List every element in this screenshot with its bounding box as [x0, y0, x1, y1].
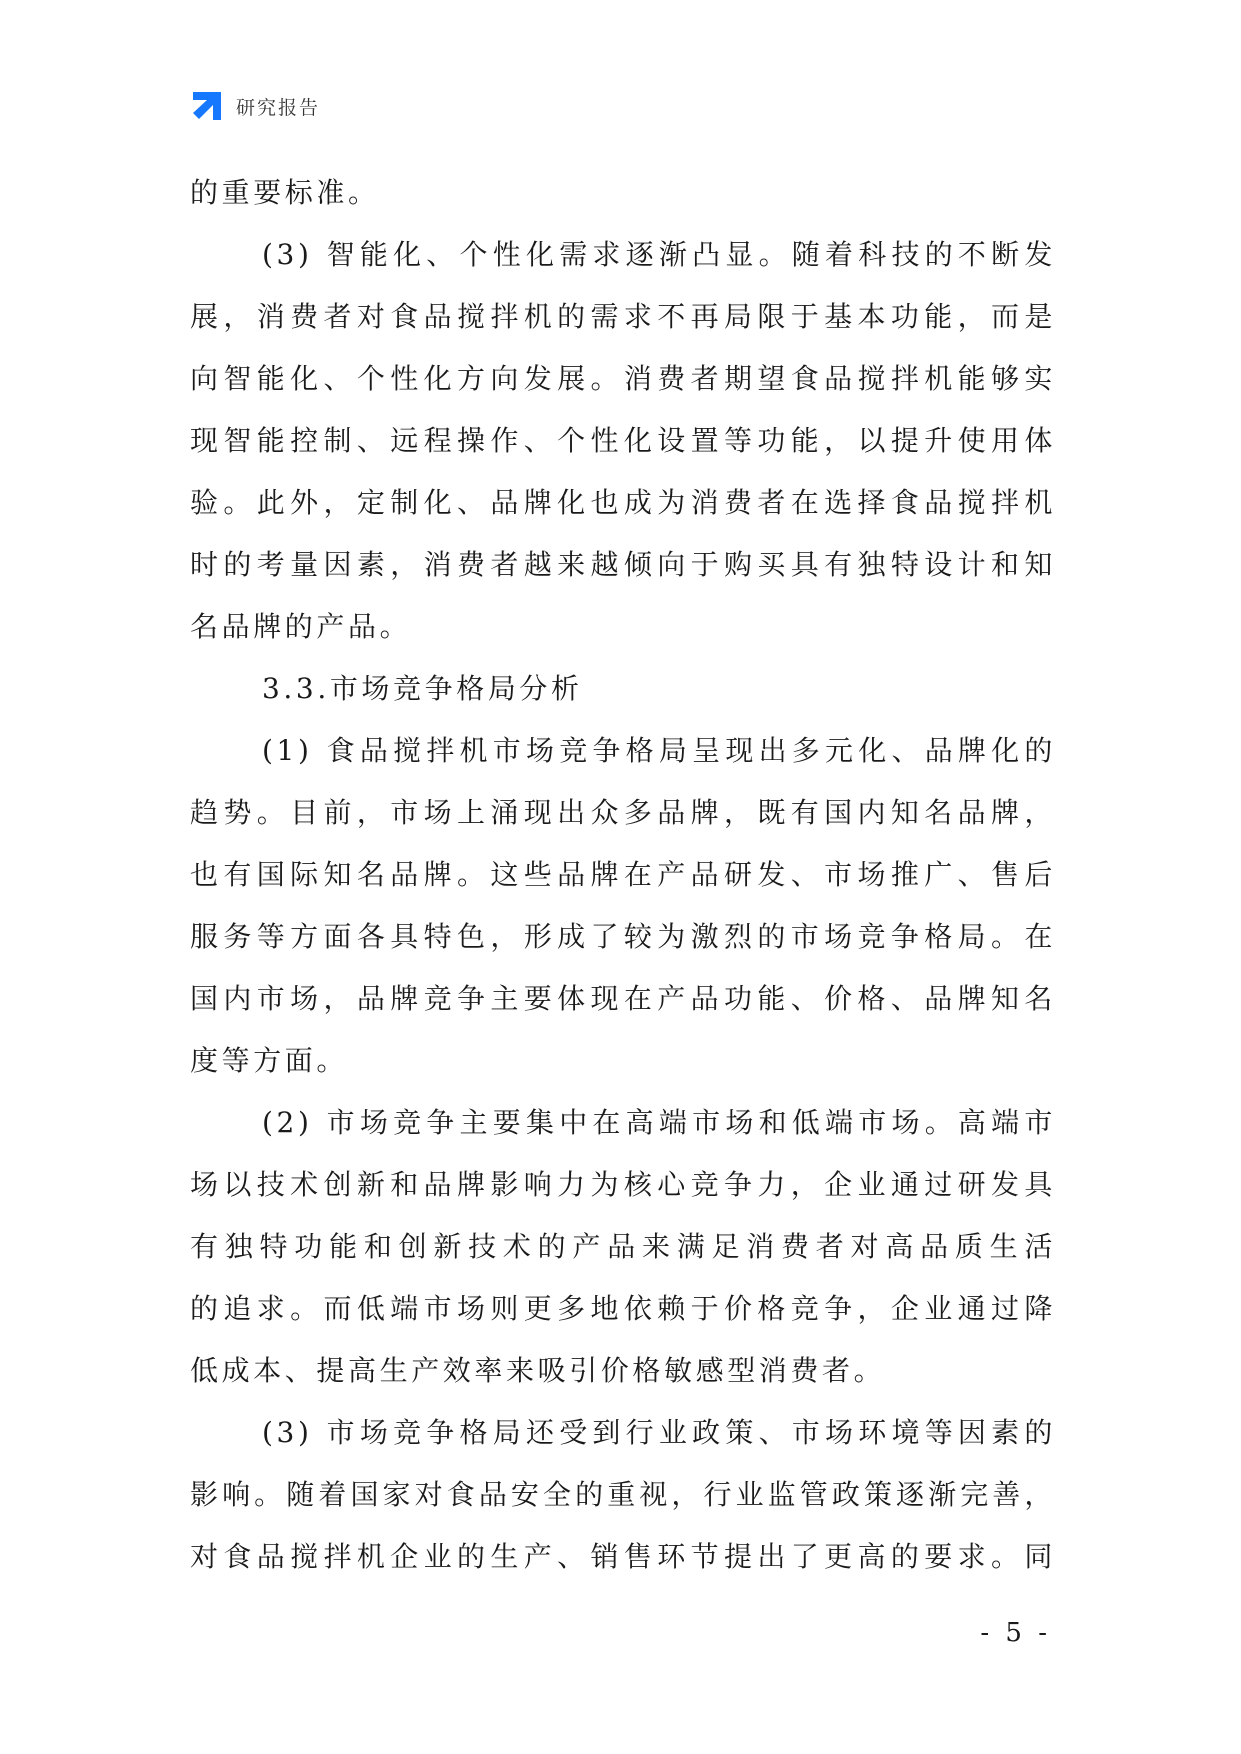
text-line: 度等方面。	[190, 1044, 349, 1077]
paragraph-start-line: (2) 市场竞争主要集中在高端市场和低端市场。高端市	[262, 1106, 1056, 1139]
text-line: 展，消费者对食品搅拌机的需求不再局限于基本功能，而是	[190, 300, 1056, 333]
page-header	[190, 88, 320, 124]
text-line: 的追求。而低端市场则更多地依赖于价格竞争，企业通过降	[190, 1292, 1056, 1325]
paragraph-start-line: (3) 市场竞争格局还受到行业政策、市场环境等因素的	[262, 1416, 1056, 1449]
paragraph-start-line: (3) 智能化、个性化需求逐渐凸显。随着科技的不断发	[262, 238, 1056, 271]
text-line: 时的考量因素，消费者越来越倾向于购买具有独特设计和知	[190, 548, 1056, 581]
text-line: 验。此外，定制化、品牌化也成为消费者在选择食品搅拌机	[190, 486, 1056, 519]
text-line: 影响。随着国家对食品安全的重视，行业监管政策逐渐完善，	[190, 1478, 1056, 1511]
text-line: 现智能控制、远程操作、个性化设置等功能，以提升使用体	[190, 424, 1056, 457]
text-line: 的重要标准。	[190, 176, 380, 209]
document-body	[190, 162, 1056, 1588]
text-line: 国内市场，品牌竞争主要体现在产品功能、价格、品牌知名	[190, 982, 1056, 1015]
text-line: 有独特功能和创新技术的产品来满足消费者对高品质生活	[190, 1230, 1056, 1263]
text-line: 也有国际知名品牌。这些品牌在产品研发、市场推广、售后	[190, 858, 1056, 891]
header-title: 研究报告	[236, 96, 321, 119]
paragraph-start-line: (1) 食品搅拌机市场竞争格局呈现出多元化、品牌化的	[262, 734, 1056, 767]
text-line: 低成本、提高生产效率来吸引价格敏感型消费者。	[190, 1354, 886, 1387]
page-number: - 5 -	[980, 1618, 1051, 1648]
text-line: 向智能化、个性化方向发展。消费者期望食品搅拌机能够实	[190, 362, 1056, 395]
text-line: 趋势。目前，市场上涌现出众多品牌，既有国内知名品牌，	[190, 796, 1056, 829]
text-line: 对食品搅拌机企业的生产、销售环节提出了更高的要求。同	[190, 1540, 1056, 1573]
arrow-logo-icon	[190, 89, 224, 123]
text-line: 场以技术创新和品牌影响力为核心竞争力，企业通过研发具	[190, 1168, 1056, 1201]
text-line: 服务等方面各具特色，形成了较为激烈的市场竞争格局。在	[190, 920, 1056, 953]
section-heading: 3.3.市场竞争格局分析	[262, 672, 583, 705]
text-line: 名品牌的产品。	[190, 610, 412, 643]
